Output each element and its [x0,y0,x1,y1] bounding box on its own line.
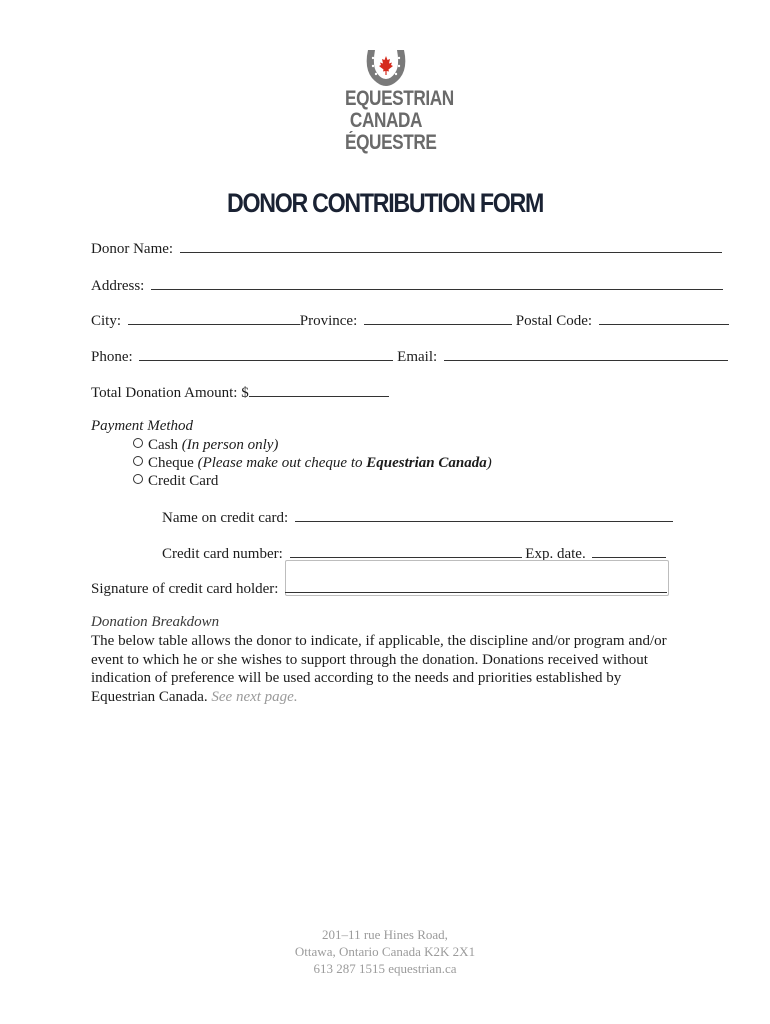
cash-note: (In person only) [181,437,279,453]
province-label: Province: [299,313,358,329]
payment-option-cheque[interactable] [133,454,492,472]
payment-option-credit-card[interactable] [133,472,218,490]
phone-label: Phone: [91,349,133,365]
footer-line-1: 201–11 rue Hines Road, [322,927,448,942]
cheque-note-prefix: (Please make out cheque to [197,455,363,471]
cash-label: Cash [148,437,178,453]
postal-code-field[interactable] [599,311,729,325]
name-on-card-label: Name on credit card: [162,510,289,526]
cheque-note-payee: Equestrian Canada [366,455,487,471]
exp-date-label: Exp. date. [525,546,586,562]
breakdown-paragraph: The below table allows the donor to indicate, if applicable, the discipline and/or program and/or event to which he or she wishes to support through the donation. Donations received without indication of preference will be used according to the needs and priorities established by Equestrian Canada. [91,633,667,705]
logo-text-line-3: ÉQUESTRE [345,131,437,154]
postal-code-label: Postal Code: [515,313,593,329]
city-row [91,311,729,330]
footer-line-3: 613 287 1515 equestrian.ca [313,961,457,976]
name-on-card-row [162,508,673,527]
card-number-field[interactable] [290,544,522,558]
horseshoe-maple-leaf-icon [360,44,412,88]
signature-label: Signature of credit card holder: [91,581,279,597]
radio-cash[interactable] [133,438,143,448]
logo-text-line-1: EQUESTRIAN [345,87,454,110]
donor-name-field[interactable] [180,239,722,253]
donor-name-row [91,239,722,258]
signature-field[interactable] [285,579,667,593]
credit-card-label: Credit Card [148,473,219,489]
exp-date-field[interactable] [592,544,666,558]
card-number-label: Credit card number: [162,546,283,562]
payment-option-cash[interactable] [133,436,278,454]
province-field[interactable] [364,311,512,325]
logo-text-line-2: CANADA [349,109,423,132]
radio-credit-card[interactable] [133,474,143,484]
cheque-note-suffix: ) [486,455,492,471]
signature-row [91,579,667,598]
total-donation-row [91,383,389,402]
total-donation-field[interactable] [249,383,389,397]
radio-cheque[interactable] [133,456,143,466]
email-field[interactable] [444,347,728,361]
equestrian-canada-logo [336,44,454,154]
phone-field[interactable] [139,347,393,361]
city-field[interactable] [128,311,300,325]
phone-row [91,347,728,366]
name-on-card-field[interactable] [295,508,673,522]
payment-method-title: Payment Method [91,418,194,434]
donation-breakdown-text [91,632,681,706]
form-title: DONOR CONTRIBUTION FORM [226,188,544,218]
total-donation-label: Total Donation Amount: $ [91,385,249,401]
city-label: City: [91,313,122,329]
address-row [91,276,723,295]
address-field[interactable] [151,276,723,290]
footer-address [0,926,770,977]
email-label: Email: [397,349,438,365]
donor-name-label: Donor Name: [91,241,174,257]
see-next-page-note: See next page. [211,688,298,705]
footer-line-2: Ottawa, Ontario Canada K2K 2X1 [294,944,476,959]
donation-breakdown-title: Donation Breakdown [91,614,220,630]
address-label: Address: [91,278,145,294]
cheque-label: Cheque [148,455,194,471]
